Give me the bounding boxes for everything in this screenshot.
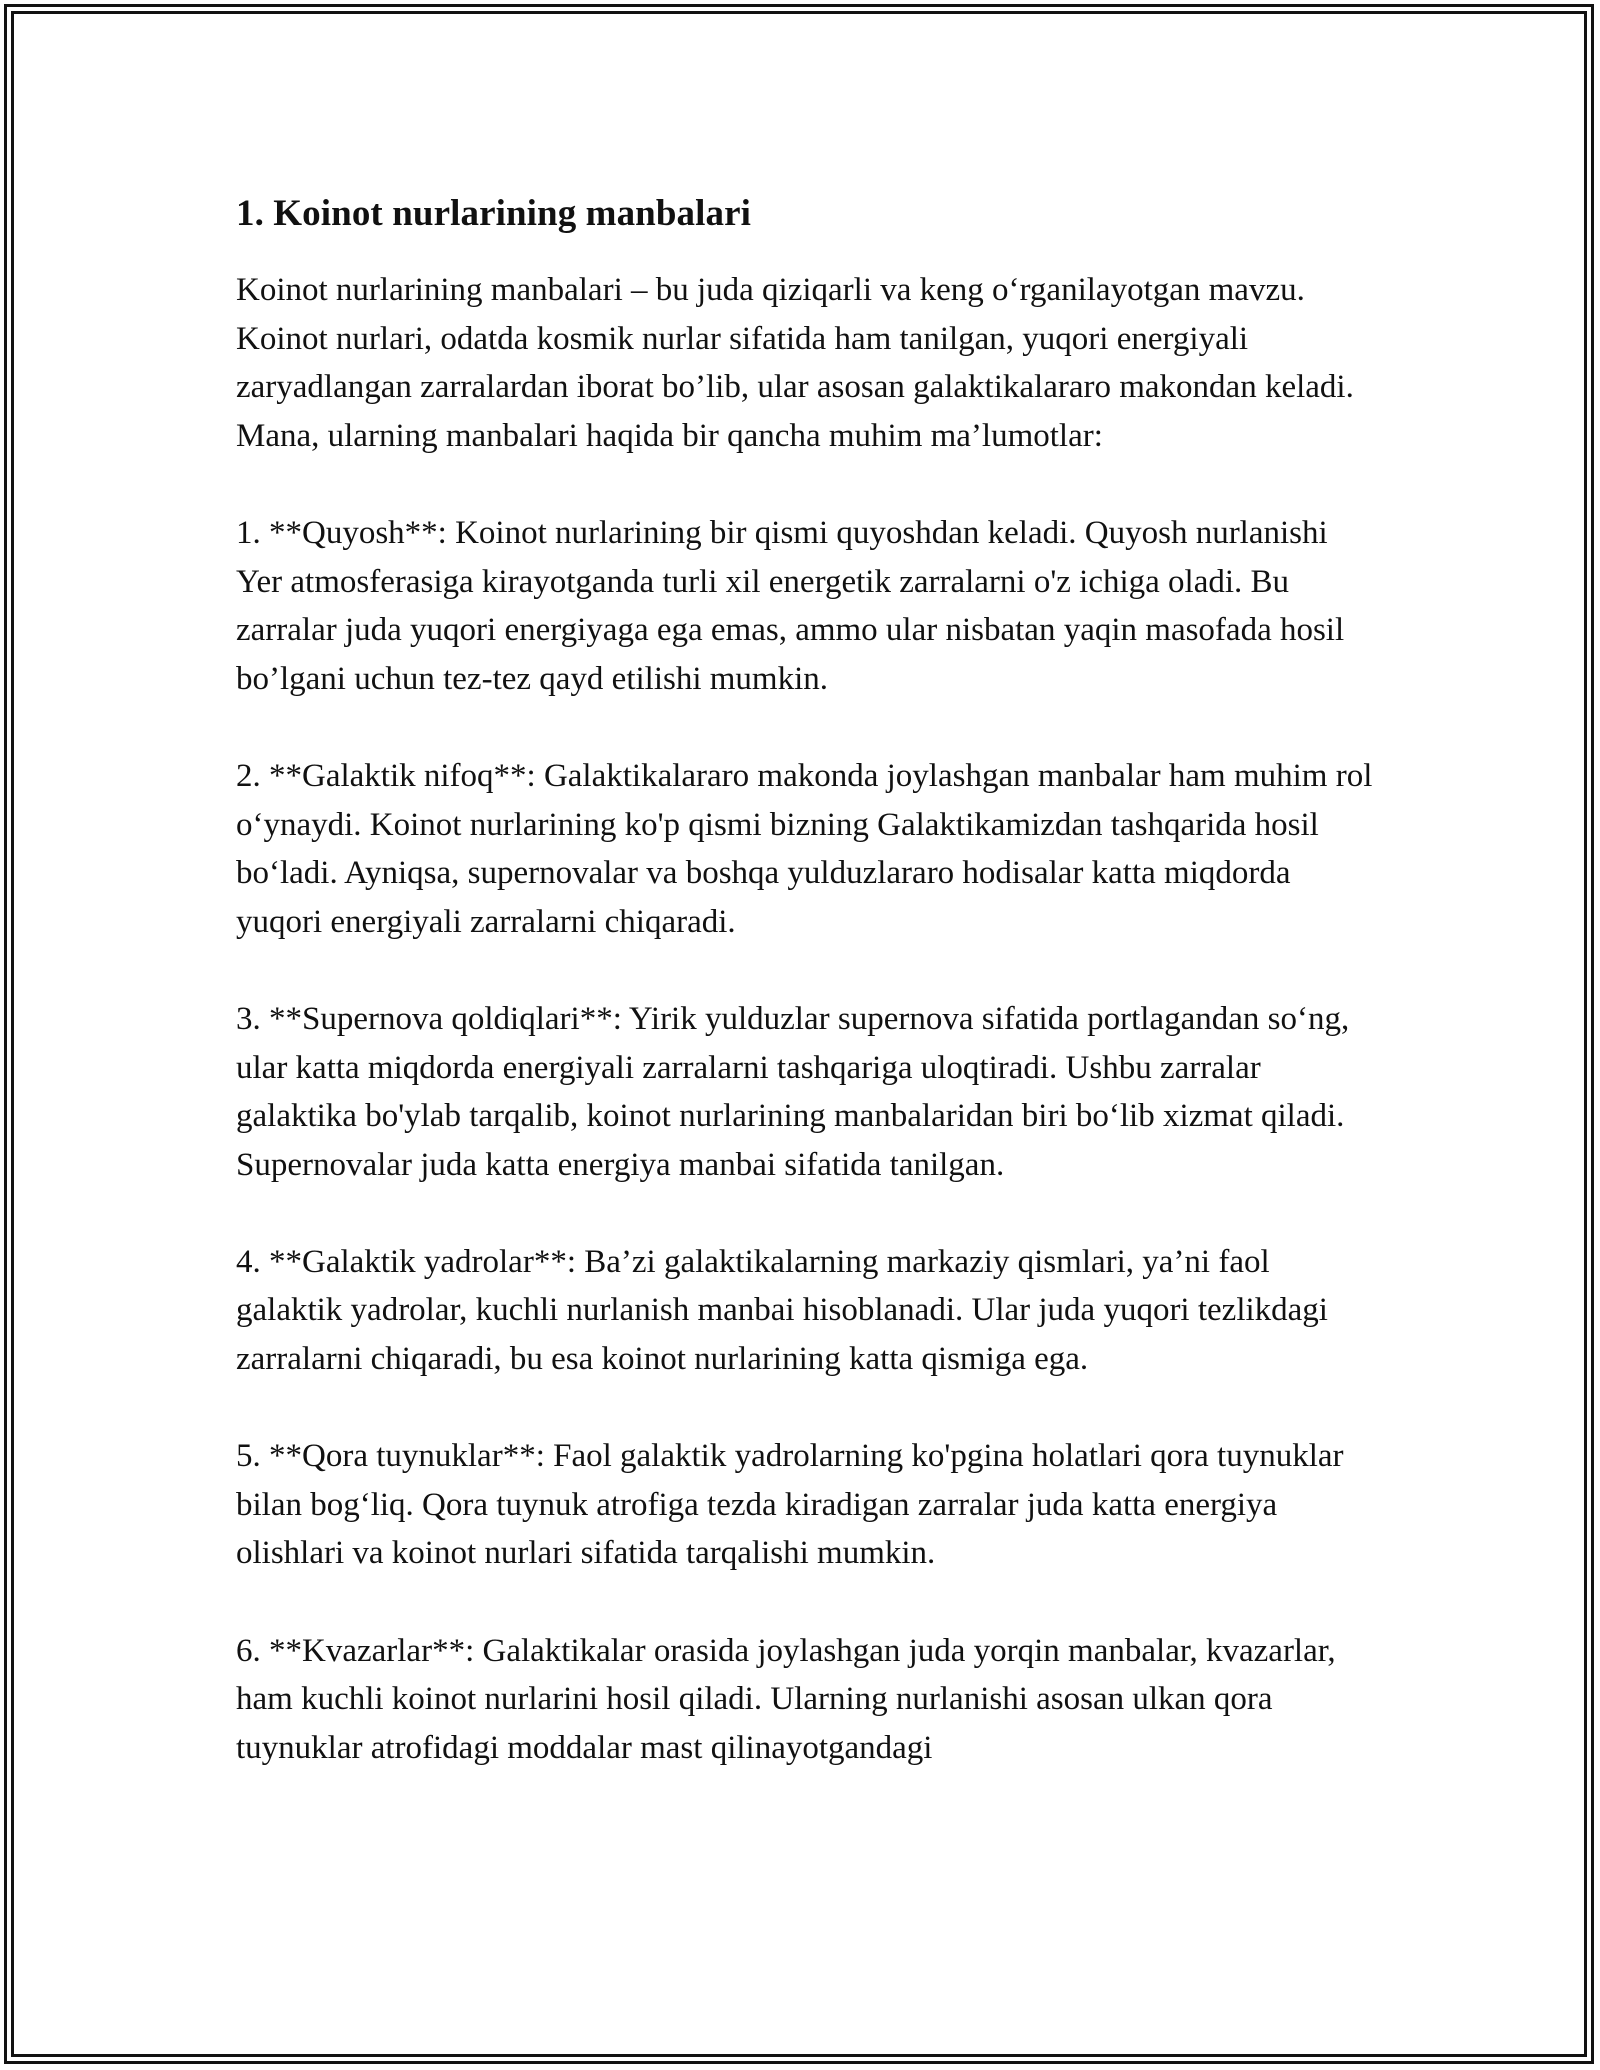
list-item-galactic-nuclei: 4. **Galaktik yadrolar**: Ba’zi galaktikalarning markaziy qismlari, ya’ni faol galaktik yadrolar, kuchli nurlanish manbai hisoblanadi. Ular juda yuqori tezlikdagi zarralarni chiqaradi, bu esa koinot nurlarining katta qismiga ega.: [236, 1243, 1328, 1378]
section-heading: 1. Koinot nurlarining manbalari: [236, 193, 752, 234]
intro-paragraph: Koinot nurlarining manbalari – bu juda qiziqarli va keng o‘rganilayotgan mavzu. Koinot nurlari, odatda kosmik nurlar sifatida ham tanilgan, yuqori energiyali zaryadlangan zarralardan iborat bo’lib, ular asosan galaktikalararo makondan keladi. Mana, ularning manbalari haqida bir qancha muhim ma’lumotlar:: [236, 272, 1354, 454]
list-item-supernova-remnants: 3. **Supernova qoldiqlari**: Yirik yulduzlar supernova sifatida portlagandan so‘ng, ular katta miqdorda energiyali zarralarni tashqariga uloqtiradi. Ushbu zarralar galaktika bo'ylab tarqalib, koinot nurlarining manbalaridan biri bo‘lib xizmat qiladi. Supernovalar juda katta energiya manbai sifatida tanilgan.: [236, 1000, 1350, 1183]
list-item-quasars: 6. **Kvazarlar**: Galaktikalar orasida joylashgan juda yorqin manbalar, kvazarlar, ham kuchli koinot nurlarini hosil qiladi. Ularning nurlanishi asosan ulkan qora tuynuklar atrofidagi moddalar mast qilinayotgandagi: [236, 1632, 1336, 1766]
list-item-sun: 1. **Quyosh**: Koinot nurlarining bir qismi quyoshdan keladi. Quyosh nurlanishi Yer atmosferasiga kirayotganda turli xil energetik zarralarni o'z ichiga oladi. Bu zarralar juda yuqori energiyaga ega emas, ammo ular nisbatan yaqin masofada hosil bo’lgani uchun tez-tez qayd etilishi mumkin.: [236, 514, 1345, 697]
document-body: [236, 186, 1376, 1772]
list-item-black-holes: 5. **Qora tuynuklar**: Faol galaktik yadrolarning ko'pgina holatlari qora tuynuklar bilan bog‘liq. Qora tuynuk atrofiga tezda kiradigan zarralar juda katta energiya olishlari va koinot nurlari sifatida tarqalishi mumkin.: [236, 1438, 1344, 1572]
list-item-galactic: 2. **Galaktik nifoq**: Galaktikalararo makonda joylashgan manbalar ham muhim rol o‘ynaydi. Koinot nurlarining ko'p qismi bizning Galaktikamizdan tashqarida hosil bo‘ladi. Ayniqsa, supernovalar va boshqa yulduzlararo hodisalar katta miqdorda yuqori energiyali zarralarni chiqaradi.: [236, 757, 1373, 940]
